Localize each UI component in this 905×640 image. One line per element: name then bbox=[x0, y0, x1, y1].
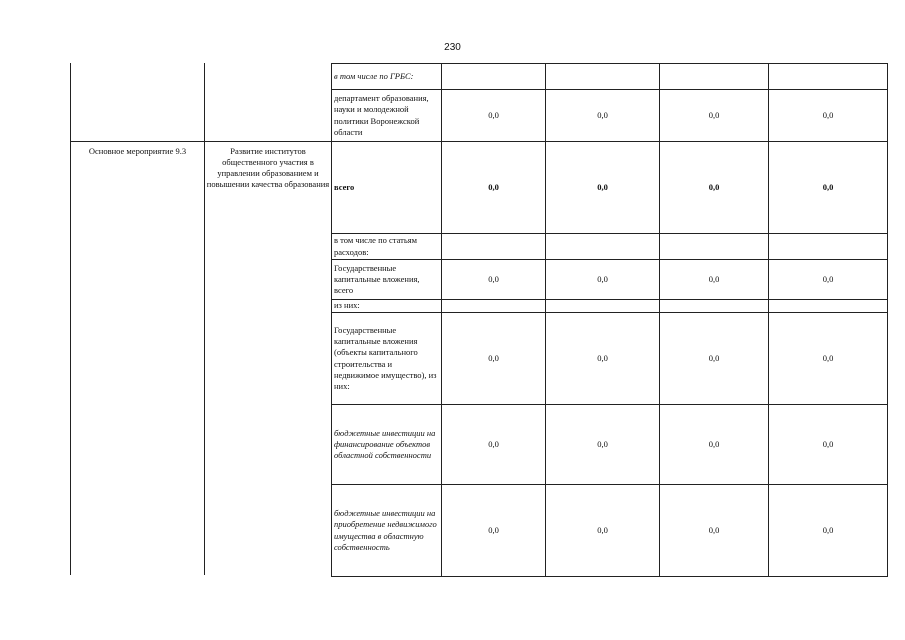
value-cell: 0,0 bbox=[660, 90, 769, 142]
value-cell bbox=[442, 300, 546, 313]
row-label: в том числе по статьям расходов: bbox=[332, 234, 442, 260]
table-row bbox=[332, 142, 888, 234]
row-label: из них: bbox=[332, 300, 442, 313]
table-row bbox=[332, 485, 888, 577]
row-label: департамент образования, науки и молодежной политики Воронежской области bbox=[332, 90, 442, 142]
value-cell: 0,0 bbox=[546, 260, 660, 300]
value-cell: 0,0 bbox=[546, 142, 660, 234]
value-cell: 0,0 bbox=[546, 485, 660, 577]
value-cell bbox=[660, 234, 769, 260]
value-cell: 0,0 bbox=[769, 313, 888, 405]
value-cell: 0,0 bbox=[769, 260, 888, 300]
table-row bbox=[332, 260, 888, 300]
row-label: Государственные капитальные вложения, всего bbox=[332, 260, 442, 300]
value-cell: 0,0 bbox=[546, 405, 660, 485]
value-cell: 0,0 bbox=[442, 260, 546, 300]
finance-table bbox=[331, 63, 888, 577]
value-cell bbox=[769, 234, 888, 260]
value-cell: 0,0 bbox=[660, 260, 769, 300]
value-cell: 0,0 bbox=[769, 405, 888, 485]
col-divider-1 bbox=[204, 63, 205, 575]
page-number: 230 bbox=[444, 42, 461, 53]
row-label: в том числе по ГРБС: bbox=[332, 64, 442, 90]
value-cell bbox=[660, 64, 769, 90]
row-label: Государственные капитальные вложения (объекты капитального строительства и недвижимое имущество), из них: bbox=[332, 313, 442, 405]
value-cell bbox=[442, 64, 546, 90]
value-cell: 0,0 bbox=[660, 405, 769, 485]
value-cell bbox=[546, 300, 660, 313]
value-cell: 0,0 bbox=[769, 142, 888, 234]
row-label: бюджетные инвестиции на приобретение недвижимого имущества в областную собственность bbox=[332, 485, 442, 577]
table-row bbox=[332, 90, 888, 142]
value-cell: 0,0 bbox=[546, 313, 660, 405]
value-cell bbox=[546, 234, 660, 260]
value-cell: 0,0 bbox=[442, 90, 546, 142]
value-cell: 0,0 bbox=[660, 313, 769, 405]
value-cell bbox=[769, 64, 888, 90]
value-cell: 0,0 bbox=[442, 405, 546, 485]
value-cell: 0,0 bbox=[442, 485, 546, 577]
value-cell bbox=[546, 64, 660, 90]
event-code: Основное мероприятие 9.3 bbox=[88, 146, 187, 156]
value-cell: 0,0 bbox=[769, 90, 888, 142]
event-top-border bbox=[70, 141, 332, 142]
table-row bbox=[332, 64, 888, 90]
value-cell bbox=[660, 300, 769, 313]
event-name: Развитие институтов общественного участия в управлении образованием и повышении качества образования bbox=[206, 146, 330, 190]
value-cell: 0,0 bbox=[546, 90, 660, 142]
table-row bbox=[332, 313, 888, 405]
value-cell: 0,0 bbox=[660, 485, 769, 577]
left-border bbox=[70, 63, 71, 575]
value-cell bbox=[442, 234, 546, 260]
value-cell: 0,0 bbox=[769, 485, 888, 577]
table-row bbox=[332, 300, 888, 313]
value-cell: 0,0 bbox=[660, 142, 769, 234]
table-row bbox=[332, 234, 888, 260]
row-label: бюджетные инвестиции на финансирование объектов областной собственности bbox=[332, 405, 442, 485]
table-row bbox=[332, 405, 888, 485]
value-cell: 0,0 bbox=[442, 142, 546, 234]
value-cell bbox=[769, 300, 888, 313]
row-label: всего bbox=[332, 142, 442, 234]
value-cell: 0,0 bbox=[442, 313, 546, 405]
